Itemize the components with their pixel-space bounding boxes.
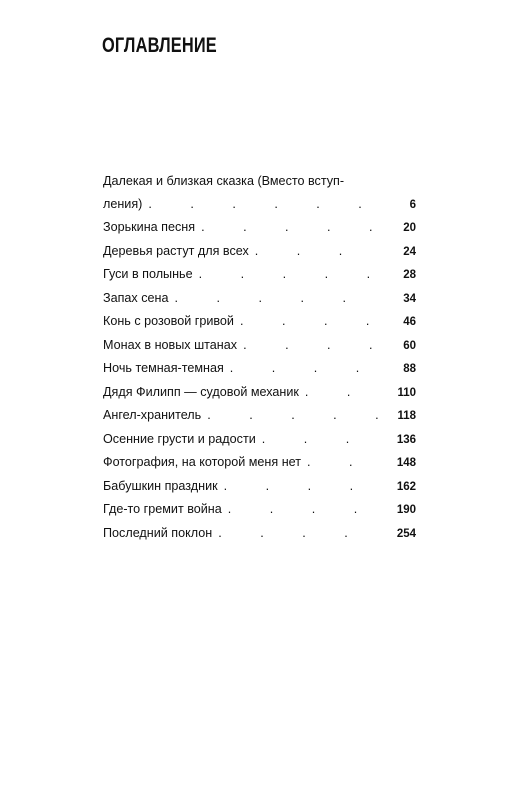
toc-entry-page-number: 148 xyxy=(396,457,416,469)
toc-entry xyxy=(103,170,416,216)
toc-entry xyxy=(103,404,416,428)
toc-entry xyxy=(103,475,416,499)
toc-entry-title: Бабушкин праздник xyxy=(103,478,218,493)
toc-entry-line xyxy=(103,428,416,452)
toc-entry-page-number: 34 xyxy=(403,292,416,305)
dot-leader xyxy=(175,287,381,310)
toc-entry-page-number: 88 xyxy=(403,363,416,375)
dot-leader xyxy=(307,451,380,474)
dot-leader xyxy=(240,310,380,333)
toc-entry-title: Осенние грусти и радости xyxy=(103,431,256,446)
toc-entry-line xyxy=(103,522,416,546)
toc-entry xyxy=(103,428,416,452)
toc-entry-title: Фотография, на которой меня нет xyxy=(103,455,302,469)
toc-entry xyxy=(103,216,416,240)
toc-entry xyxy=(103,334,416,358)
dot-leader xyxy=(224,475,380,498)
dot-leader xyxy=(305,381,380,404)
dot-leader xyxy=(228,498,380,521)
dot-leader xyxy=(199,263,380,286)
dot-leader xyxy=(255,240,380,263)
toc-entry-title: Конь с розовой гривой xyxy=(103,314,234,328)
toc-entry-page-number: 24 xyxy=(403,245,416,258)
dot-leader xyxy=(243,334,380,357)
toc-entry xyxy=(103,522,416,546)
toc-entry-page-number: 254 xyxy=(396,527,416,540)
toc-entry xyxy=(103,287,416,311)
toc-entry-line xyxy=(103,498,416,522)
toc-entry-page-number: 28 xyxy=(403,269,416,281)
dot-leader xyxy=(207,404,380,427)
toc-entry-title: Деревья растут для всех xyxy=(103,243,249,258)
toc-entry-title: Монах в новых штанах xyxy=(103,337,238,352)
toc-entry-page-number: 60 xyxy=(403,339,416,352)
table-of-contents xyxy=(103,170,416,545)
dot-leader xyxy=(230,357,380,380)
toc-entry xyxy=(103,498,416,522)
toc-entry-title: Дядя Филипп — судовой механик xyxy=(103,384,299,399)
toc-entry xyxy=(103,240,416,264)
toc-entry-page-number: 118 xyxy=(397,410,416,422)
toc-entry-page-number: 110 xyxy=(397,386,416,399)
toc-entry-page-number: 162 xyxy=(396,480,416,493)
toc-entry-page-number: 6 xyxy=(409,198,416,211)
toc-entry-line xyxy=(103,287,416,311)
dot-leader xyxy=(148,193,380,216)
toc-entry-line xyxy=(103,310,416,334)
toc-entry-line xyxy=(103,216,416,240)
dot-leader xyxy=(218,522,380,545)
toc-entry-page-number: 20 xyxy=(403,222,416,234)
page-title: ОГЛАВЛЕНИЕ xyxy=(102,34,217,57)
toc-entry-line xyxy=(103,381,416,405)
toc-entry-title-line: Далекая и близкая сказка (Вместо вступ- xyxy=(103,174,345,188)
toc-entry-line xyxy=(103,263,416,287)
toc-entry-title: Ночь темная-темная xyxy=(103,361,224,375)
toc-entry-line xyxy=(103,240,416,264)
toc-entry-title: Гуси в полынье xyxy=(103,267,193,281)
toc-entry xyxy=(103,451,416,475)
toc-entry-page-number: 46 xyxy=(403,316,416,328)
toc-entry-title: ления) xyxy=(103,196,143,211)
toc-entry xyxy=(103,263,416,287)
toc-entry xyxy=(103,310,416,334)
toc-entry-title: Зорькина песня xyxy=(103,220,196,234)
toc-entry-page-number: 190 xyxy=(396,504,416,516)
toc-entry-title: Где-то гремит война xyxy=(103,502,222,516)
dot-leader xyxy=(262,428,380,451)
toc-entry-line xyxy=(103,334,416,358)
toc-entry-title: Ангел-хранитель xyxy=(103,408,202,422)
toc-entry-line xyxy=(103,451,416,475)
toc-entry-title: Последний поклон xyxy=(103,525,213,540)
toc-entry xyxy=(103,357,416,381)
toc-entry xyxy=(103,381,416,405)
toc-entry-line xyxy=(103,193,416,217)
toc-entry-page-number: 136 xyxy=(396,433,416,446)
dot-leader xyxy=(201,216,380,239)
toc-entry-line xyxy=(103,404,416,428)
toc-entry-line xyxy=(103,475,416,499)
toc-entry-line xyxy=(103,357,416,381)
toc-entry-title: Запах сена xyxy=(103,290,169,305)
